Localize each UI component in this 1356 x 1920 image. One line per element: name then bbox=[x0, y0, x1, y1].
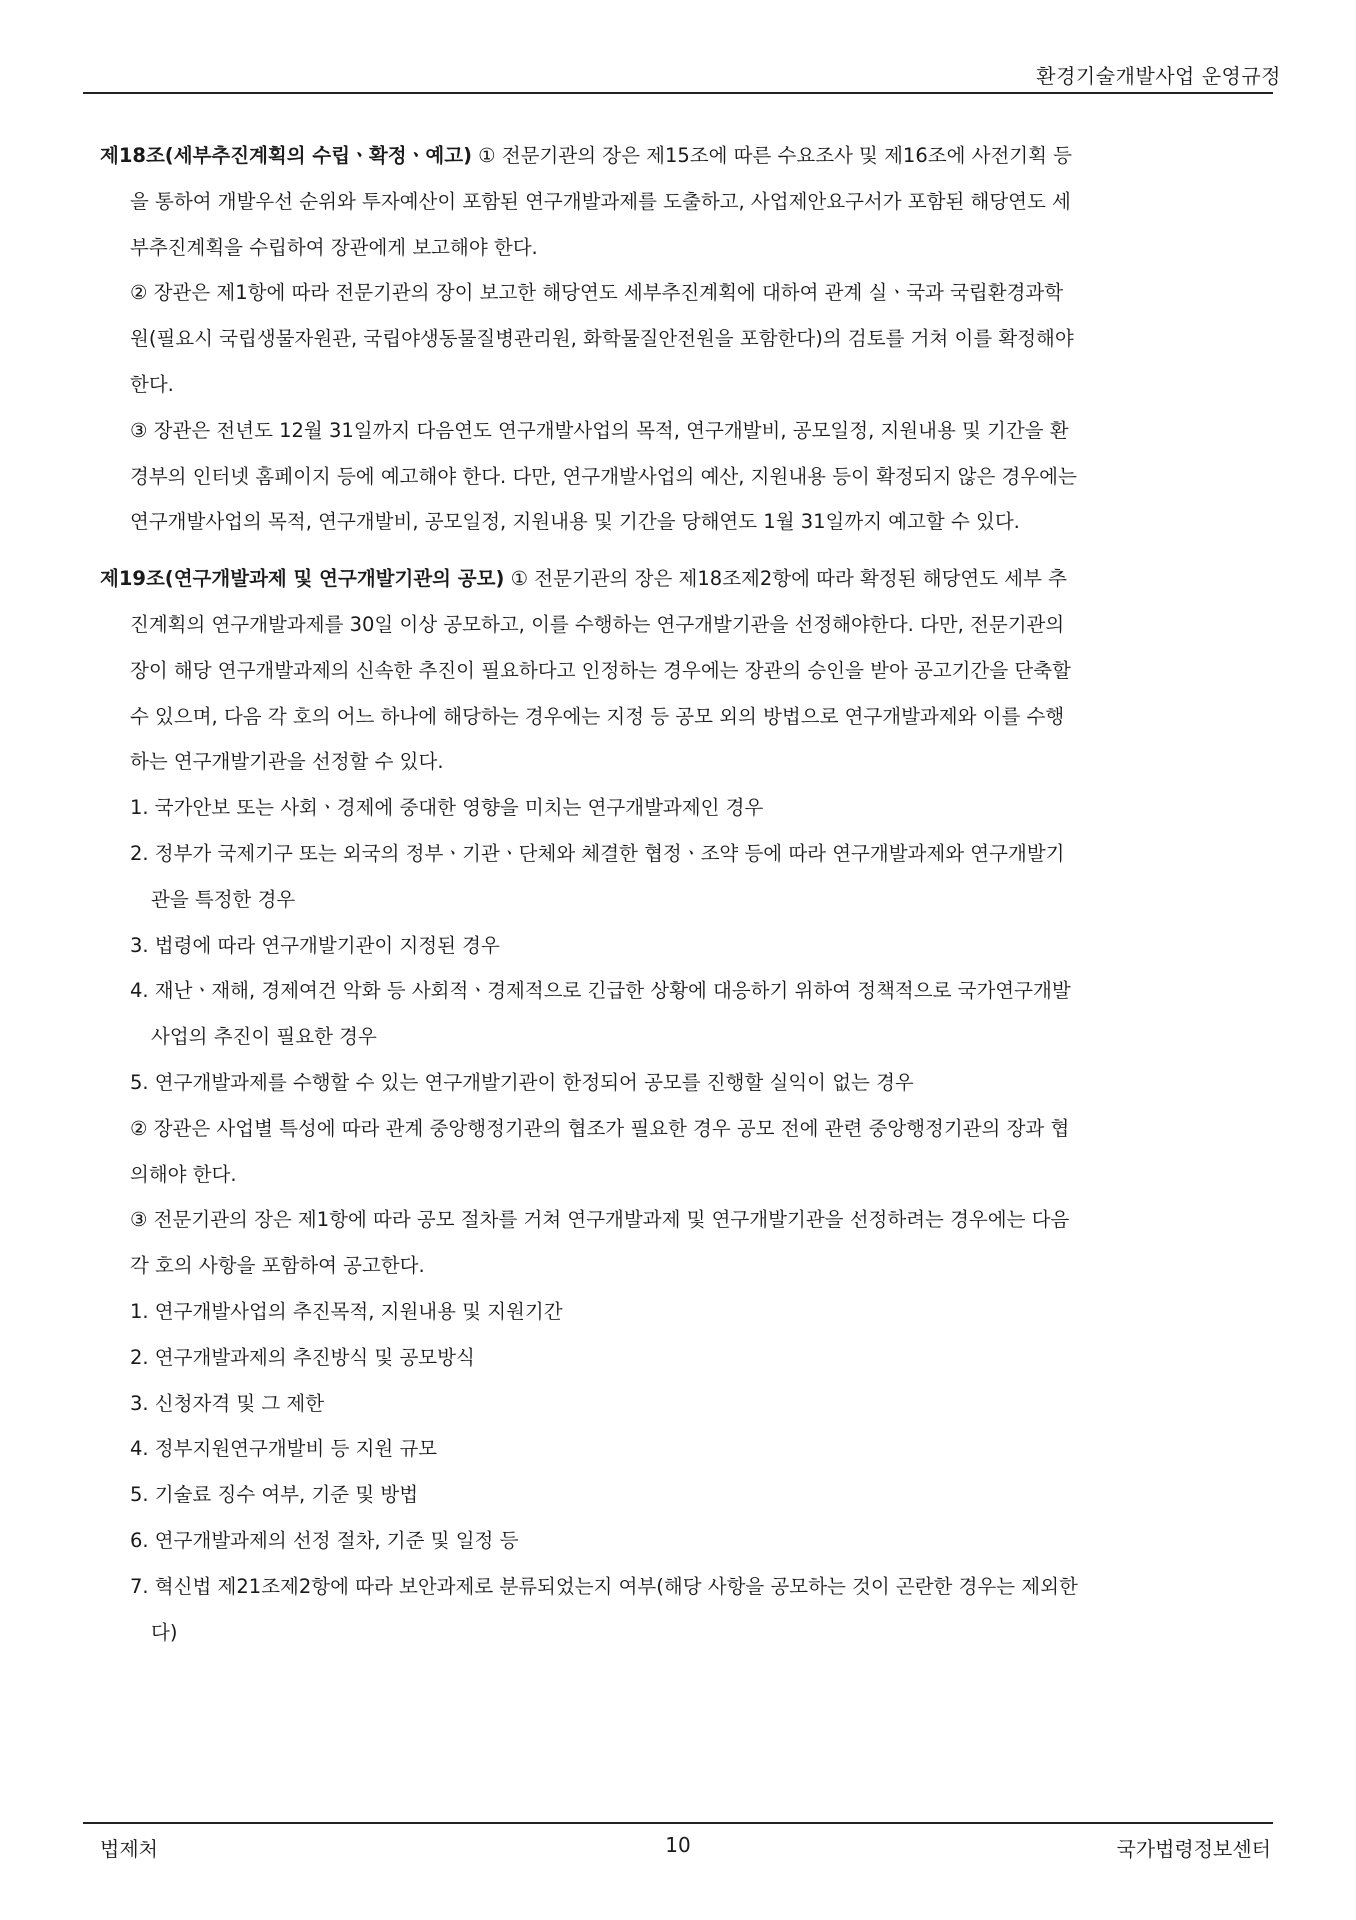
article-18-heading: 제18조(세부추진계획의 수립ㆍ확정ㆍ예고) bbox=[100, 144, 472, 167]
article-text: ③ 장관은 전년도 12월 31일까지 다음연도 연구개발사업의 목적, 연구개발비, 공모일정, 지원내용 및 기간을 환 bbox=[130, 418, 1069, 442]
list-item: 1. 국가안보 또는 사회ㆍ경제에 중대한 영향을 미치는 연구개발과제인 경우 bbox=[130, 796, 764, 820]
list-item: 4. 재난ㆍ재해, 경제여건 악화 등 사회적ㆍ경제적으로 긴급한 상황에 대응하기 위하여 정책적으로 국가연구개발 bbox=[130, 979, 1071, 1003]
document-body bbox=[100, 133, 1281, 1655]
list-item: 1. 연구개발사업의 추진목적, 지원내용 및 지원기간 bbox=[130, 1299, 563, 1323]
article-text: ③ 전문기관의 장은 제1항에 따라 공모 절차를 거쳐 연구개발과제 및 연구개발기관을 선정하려는 경우에는 다음 bbox=[130, 1208, 1070, 1232]
footer-source: 국가법령정보센터 bbox=[1116, 1837, 1271, 1861]
article-text: 장이 해당 연구개발과제의 신속한 추진이 필요하다고 인정하는 경우에는 장관의 승인을 받아 공고기간을 단축할 bbox=[130, 658, 1071, 682]
article-19-heading: 제19조(연구개발과제 및 연구개발기관의 공모) bbox=[100, 567, 505, 591]
list-item-continuation: 사업의 추진이 필요한 경우 bbox=[151, 1025, 377, 1049]
article-text: 연구개발사업의 목적, 연구개발비, 공모일정, 지원내용 및 기간을 당해연도 1월 31일까지 예고할 수 있다. bbox=[130, 510, 1020, 534]
article-text: 한다. bbox=[130, 372, 174, 396]
article-text: 부추진계획을 수립하여 장관에게 보고해야 한다. bbox=[130, 235, 538, 259]
list-item: 5. 연구개발과제를 수행할 수 있는 연구개발기관이 한정되어 공모를 진행할 실익이 없는 경우 bbox=[130, 1070, 914, 1094]
page-header-title: 환경기술개발사업 운영규정 bbox=[1036, 64, 1281, 88]
article-text: 을 통하여 개발우선 순위와 투자예산이 포함된 연구개발과제를 도출하고, 사업제안요구서가 포함된 해당연도 세 bbox=[130, 189, 1071, 213]
footer-rule bbox=[83, 1822, 1273, 1824]
list-item: 3. 신청자격 및 그 제한 bbox=[130, 1391, 325, 1415]
article-text: ② 장관은 제1항에 따라 전문기관의 장이 보고한 해당연도 세부추진계획에 대하여 관계 실ㆍ국과 국립환경과학 bbox=[130, 281, 1064, 305]
list-item-continuation: 다) bbox=[151, 1620, 178, 1644]
list-item: 5. 기술료 징수 여부, 기준 및 방법 bbox=[130, 1483, 419, 1507]
header-rule bbox=[83, 92, 1273, 94]
article-text: 원(필요시 국립생물자원관, 국립야생동물질병관리원, 화학물질안전원을 포함한다)의 검토를 거쳐 이를 확정해야 bbox=[130, 327, 1074, 351]
list-item: 7. 혁신법 제21조제2항에 따라 보안과제로 분류되었는지 여부(해당 사항을 공모하는 것이 곤란한 경우는 제외한 bbox=[130, 1574, 1078, 1598]
article-text: 의해야 한다. bbox=[130, 1162, 237, 1186]
article-18-line-1 bbox=[100, 133, 1281, 179]
article-text: 경부의 인터넷 홈페이지 등에 예고해야 한다. 다만, 연구개발사업의 예산, 지원내용 등이 확정되지 않은 경우에는 bbox=[130, 464, 1077, 488]
article-text: ② 장관은 사업별 특성에 따라 관계 중앙행정기관의 협조가 필요한 경우 공모 전에 관련 중앙행정기관의 장과 협 bbox=[130, 1116, 1070, 1140]
list-item: 3. 법령에 따라 연구개발기관이 지정된 경우 bbox=[130, 933, 500, 957]
article-text: ① 전문기관의 장은 제18조제2항에 따라 확정된 해당연도 세부 추 bbox=[504, 567, 1067, 591]
article-19-line-1 bbox=[100, 556, 1281, 602]
list-item: 2. 연구개발과제의 추진방식 및 공모방식 bbox=[130, 1345, 475, 1369]
article-text: 진계획의 연구개발과제를 30일 이상 공모하고, 이를 수행하는 연구개발기관을 선정해야한다. 다만, 전문기관의 bbox=[130, 612, 1065, 636]
list-item: 2. 정부가 국제기구 또는 외국의 정부ㆍ기관ㆍ단체와 체결한 협정ㆍ조약 등에 따라 연구개발과제와 연구개발기 bbox=[130, 841, 1065, 865]
list-item-continuation: 관을 특정한 경우 bbox=[151, 887, 296, 911]
list-item: 6. 연구개발과제의 선정 절차, 기준 및 일정 등 bbox=[130, 1528, 519, 1552]
article-text: 각 호의 사항을 포함하여 공고한다. bbox=[130, 1254, 425, 1278]
article-19 bbox=[100, 556, 1281, 1655]
article-text: 수 있으며, 다음 각 호의 어느 하나에 해당하는 경우에는 지정 등 공모 외의 방법으로 연구개발과제와 이를 수행 bbox=[130, 704, 1065, 728]
footer-publisher: 법제처 bbox=[100, 1837, 158, 1861]
article-18 bbox=[100, 133, 1281, 545]
list-item: 4. 정부지원연구개발비 등 지원 규모 bbox=[130, 1437, 438, 1461]
article-text: 하는 연구개발기관을 선정할 수 있다. bbox=[130, 750, 444, 774]
page-number: 10 bbox=[665, 1833, 691, 1857]
article-text: ① 전문기관의 장은 제15조에 따른 수요조사 및 제16조에 사전기획 등 bbox=[471, 144, 1073, 167]
